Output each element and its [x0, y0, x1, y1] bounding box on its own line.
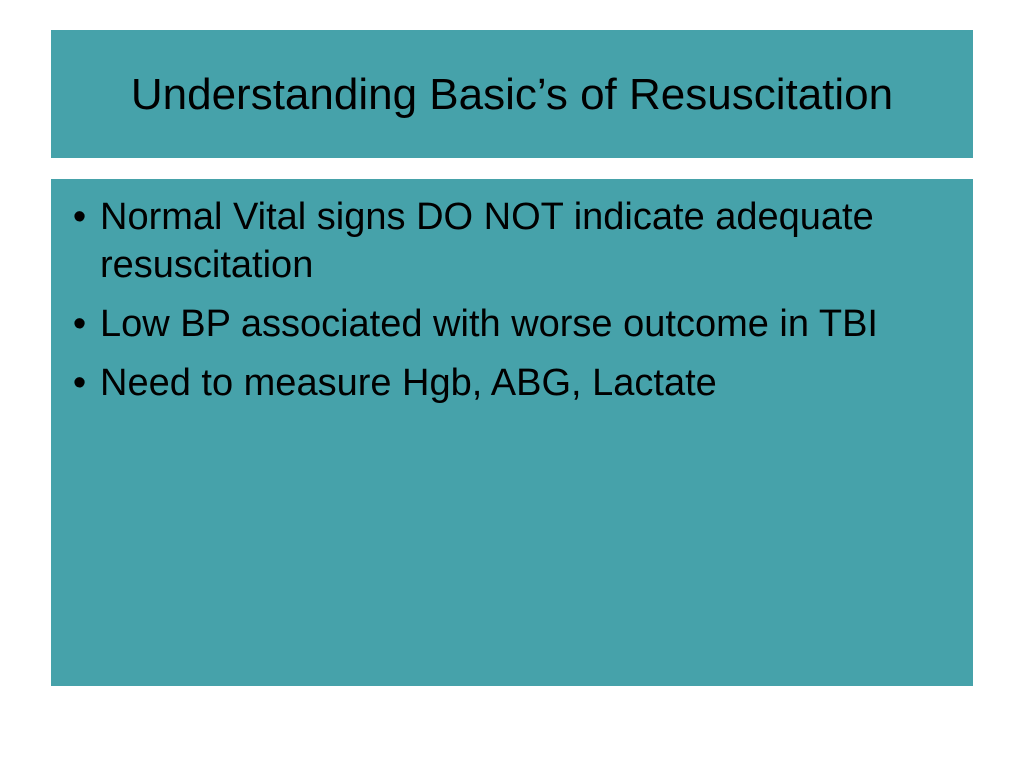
bullet-text: Normal Vital signs DO NOT indicate adequate resuscitation	[100, 196, 874, 286]
slide-title: Understanding Basic’s of Resuscitation	[130, 69, 894, 119]
bullet-text: Need to measure Hgb, ABG, Lactate	[100, 362, 717, 404]
bullet-icon: •	[72, 362, 87, 404]
bullet-icon: •	[72, 303, 87, 345]
content-panel	[51, 179, 973, 686]
bullet-item	[59, 193, 953, 289]
title-panel	[51, 30, 973, 158]
bullet-list	[59, 193, 953, 407]
bullet-item	[59, 300, 953, 348]
bullet-item	[59, 359, 953, 407]
bullet-icon: •	[72, 196, 87, 238]
bullet-text: Low BP associated with worse outcome in TBI	[100, 303, 878, 345]
